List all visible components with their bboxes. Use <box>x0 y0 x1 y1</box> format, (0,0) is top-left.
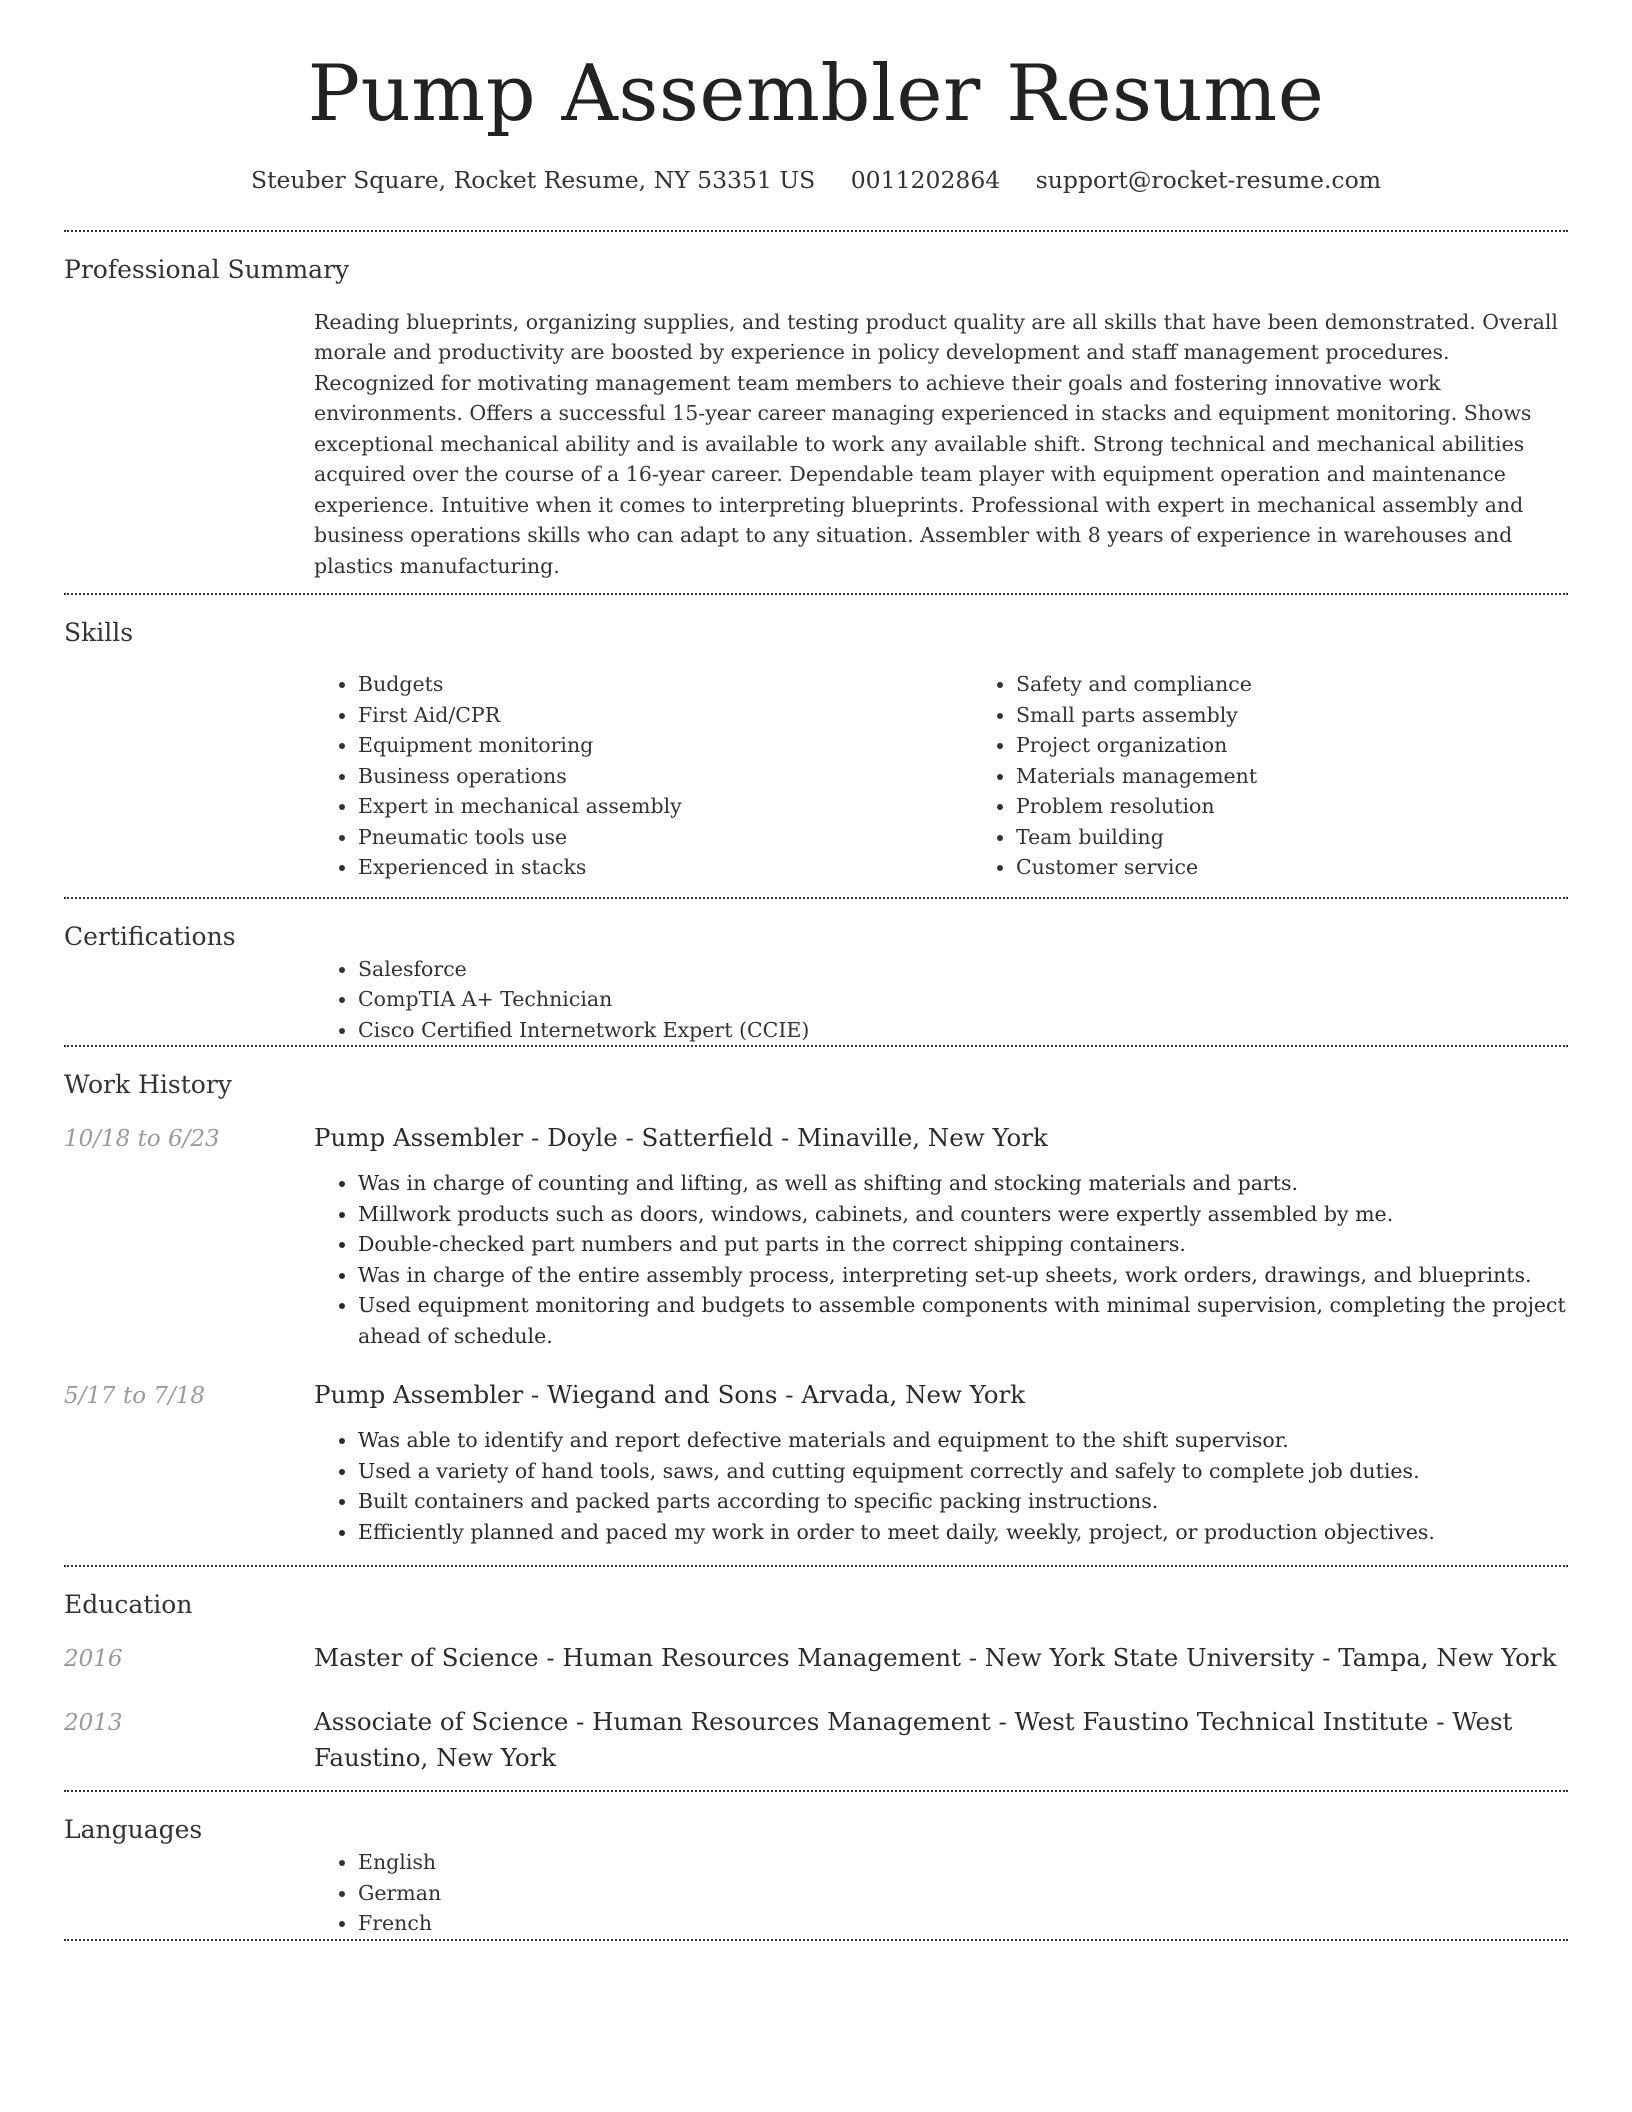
certification-item: • CompTIA A+ Technician <box>358 984 1568 1015</box>
language-item: • German <box>358 1878 1568 1909</box>
certification-item: • Cisco Certified Internetwork Expert (CCIE) <box>358 1015 1568 1046</box>
education-degree: Master of Science - Human Resources Management - New York State University - Tampa, New York <box>314 1643 1557 1673</box>
language-item: • French <box>358 1908 1568 1939</box>
skill-item: • Equipment monitoring <box>358 730 972 761</box>
contact-address: Steuber Square, Rocket Resume, NY 53351 US <box>250 165 816 194</box>
contact-phone: 0011202864 <box>850 165 1001 194</box>
contact-email: support@rocket-resume.com <box>1035 165 1382 194</box>
skill-item: • Business operations <box>358 761 972 792</box>
skills-list-right <box>972 669 1630 883</box>
skill-item: • Materials management <box>1016 761 1630 792</box>
job-duty-item: • Efficiently planned and paced my work in order to meet daily, weekly, project, or production objectives. <box>358 1517 1568 1548</box>
job-duty-item: • Built containers and packed parts according to specific packing instructions. <box>358 1486 1568 1517</box>
skill-item: • Budgets <box>358 669 972 700</box>
education-entry <box>64 1704 1568 1776</box>
skills-heading: Skills <box>64 618 134 648</box>
job-title: Pump Assembler - Wiegand and Sons - Arvada, New York <box>314 1380 1026 1410</box>
certifications-list <box>314 954 1568 1046</box>
skill-item: • Problem resolution <box>1016 791 1630 822</box>
certifications-heading: Certifications <box>64 921 236 951</box>
education-year: 2013 <box>64 1710 123 1737</box>
education-year: 2016 <box>64 1646 123 1673</box>
skill-item: • Pneumatic tools use <box>358 822 972 853</box>
education-entry <box>64 1640 1568 1676</box>
job-duty-item: • Millwork products such as doors, windows, cabinets, and counters were expertly assembled by me. <box>358 1199 1568 1230</box>
job-duties-list <box>314 1425 1568 1547</box>
skill-item: • Team building <box>1016 822 1630 853</box>
skill-item: • Expert in mechanical assembly <box>358 791 972 822</box>
job-duty-item: • Double-checked part numbers and put parts in the correct shipping containers. <box>358 1229 1568 1260</box>
job-dates: 5/17 to 7/18 <box>64 1383 206 1410</box>
work-history-heading: Work History <box>64 1070 232 1100</box>
skill-item: • First Aid/CPR <box>358 700 972 731</box>
work-history-section <box>64 1047 1568 1565</box>
job-duty-item: • Used a variety of hand tools, saws, and cutting equipment correctly and safely to complete job duties. <box>358 1456 1568 1487</box>
summary-text: Reading blueprints, organizing supplies, and testing product quality are all skills that have been demonstrated. Overall morale and productivity are boosted by experience in policy development and staff management procedures. Recognized for motivating management team members to achieve their goals and fostering innovative work environments. Offers a successful 15-year career managing experienced in stacks and equipment monitoring. Shows exceptional mechanical ability and is available to work any available shift. Strong technical and mechanical abilities acquired over the course of a 16-year career. Dependable team player with equipment operation and maintenance experience. Intuitive when it comes to interpreting blueprints. Professional with expert in mechanical assembly and business operations skills who can adapt to any situation. Assembler with 8 years of experience in warehouses and plastics manufacturing. <box>314 309 1558 578</box>
education-degree: Associate of Science - Human Resources Management - West Faustino Technical Institute - West Faustino, New York <box>314 1707 1513 1773</box>
education-heading: Education <box>64 1590 193 1620</box>
languages-heading: Languages <box>64 1815 203 1845</box>
skill-item: • Safety and compliance <box>1016 669 1630 700</box>
job-entry <box>64 1120 1568 1351</box>
job-title: Pump Assembler - Doyle - Satterfield - Minaville, New York <box>314 1123 1048 1153</box>
certifications-section <box>64 899 1568 1046</box>
skills-section <box>64 595 1568 883</box>
job-dates: 10/18 to 6/23 <box>64 1126 220 1153</box>
job-duty-item: • Was able to identify and report defective materials and equipment to the shift supervisor. <box>358 1425 1568 1456</box>
summary-heading: Professional Summary <box>64 254 350 284</box>
skill-item: • Project organization <box>1016 730 1630 761</box>
section-divider <box>64 1939 1568 1941</box>
skill-item: • Small parts assembly <box>1016 700 1630 731</box>
language-item: • English <box>358 1847 1568 1878</box>
certification-item: • Salesforce <box>358 954 1568 985</box>
skill-item: • Experienced in stacks <box>358 852 972 883</box>
skills-list-left <box>314 669 972 883</box>
page-title: Pump Assembler Resume <box>307 49 1325 139</box>
job-duties-list <box>314 1168 1568 1351</box>
job-duty-item: • Used equipment monitoring and budgets to assemble components with minimal supervision, completing the project ahead of schedule. <box>358 1290 1568 1351</box>
summary-section <box>64 232 1568 582</box>
job-duty-item: • Was in charge of the entire assembly process, interpreting set-up sheets, work orders, drawings, and blueprints. <box>358 1260 1568 1291</box>
skill-item: • Customer service <box>1016 852 1630 883</box>
education-section <box>64 1567 1568 1790</box>
languages-section <box>64 1792 1568 1939</box>
job-entry <box>64 1377 1568 1547</box>
languages-list <box>314 1847 1568 1939</box>
job-duty-item: • Was in charge of counting and lifting, as well as shifting and stocking materials and parts. <box>358 1168 1568 1199</box>
contact-line <box>64 166 1568 194</box>
